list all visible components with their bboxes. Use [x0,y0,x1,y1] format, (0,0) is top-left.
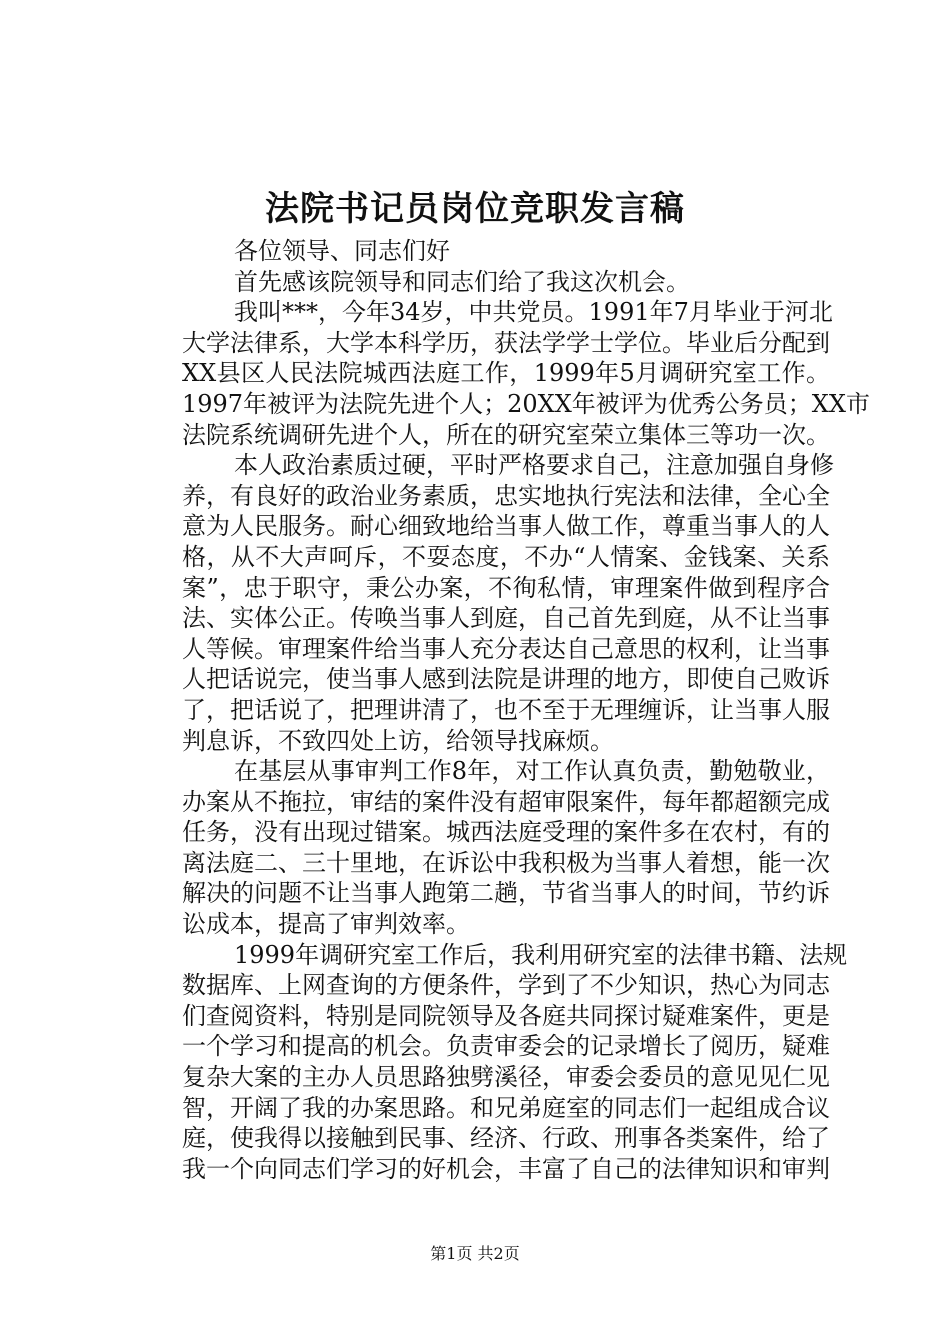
paragraph-line: XX县区人民法院城西法庭工作，1999年5月调研究室工作。 [182,359,830,388]
document-body [130,236,870,1184]
body-paragraph [130,940,848,1185]
paragraph-line: 复杂大案的主办人员思路独劈溪径，审委会委员的意见见仁见 [182,1063,830,1092]
paragraph-line: 在基层从事审判工作8年，对工作认真负责，勤勉敬业， [234,757,830,786]
paragraph-line: 解决的问题不让当事人跑第二趟，节省当事人的时间，节约诉 [182,879,830,908]
document-title: 法院书记员岗位竞职发言稿 [265,189,685,229]
paragraph-line: 意为人民服务。耐心细致地给当事人做工作，尊重当事人的人 [182,512,830,541]
body-paragraph [130,236,830,267]
paragraph-line: 各位领导、同志们好 [234,237,450,265]
paragraph-line: 案”，忠于职守，秉公办案，不徇私情，审理案件做到程序合 [182,573,830,602]
paragraph-line: 首先感该院领导和同志们给了我这次机会。 [234,267,690,296]
page-footer: 第1页 共2页 [430,1244,520,1263]
paragraph-line: 离法庭二、三十里地，在诉讼中我积极为当事人着想，能一次 [182,848,830,877]
paragraph-line: 法院系统调研先进个人，所在的研究室荣立集体三等功一次。 [182,420,830,449]
body-paragraph [130,297,870,450]
paragraph-line: 我叫***，今年34岁，中共党员。1991年7月毕业于河北 [234,298,833,327]
paragraph-line: 我一个向同志们学习的好机会，丰富了自己的法律知识和审判 [182,1154,830,1183]
paragraph-line: 判息诉，不致四处上访，给领导找麻烦。 [182,726,614,755]
paragraph-line: 一个学习和提高的机会。负责审委会的记录增长了阅历，疑难 [182,1032,830,1061]
paragraph-line: 讼成本，提高了审判效率。 [182,910,470,939]
body-paragraph [130,267,830,298]
paragraph-line: 本人政治素质过硬，平时严格要求自己，注意加强自身修 [234,451,834,480]
body-paragraph [130,450,834,756]
paragraph-line: 大学法律系，大学本科学历，获法学学士学位。毕业后分配到 [182,328,830,357]
paragraph-line: 格，从不大声呵斥，不耍态度，不办“人情案、金钱案、关系 [182,542,830,571]
paragraph-line: 庭，使我得以接触到民事、经济、行政、刑事各类案件，给了 [182,1124,830,1153]
paragraph-line: 数据库、上网查询的方便条件，学到了不少知识，热心为同志 [182,971,830,1000]
paragraph-line: 1999年调研究室工作后，我利用研究室的法律书籍、法规 [234,940,848,969]
paragraph-line: 了，把话说了，把理讲清了，也不至于无理缠诉，让当事人服 [182,695,830,724]
paragraph-line: 人把话说完，使当事人感到法院是讲理的地方，即使自己败诉 [182,665,830,694]
paragraph-line: 养，有良好的政治业务素质，忠实地执行宪法和法律，全心全 [182,481,830,510]
paragraph-line: 人等候。审理案件给当事人充分表达自己意思的权利，让当事 [182,634,830,663]
paragraph-line: 智，开阔了我的办案思路。和兄弟庭室的同志们一起组成合议 [182,1093,830,1122]
paragraph-line: 法、实体公正。传唤当事人到庭，自己首先到庭，从不让当事 [182,604,830,633]
paragraph-line: 1997年被评为法院先进个人；20XX年被评为优秀公务员；XX市 [182,389,870,418]
body-paragraph [130,756,830,940]
paragraph-line: 们查阅资料，特别是同院领导及各庭共同探讨疑难案件，更是 [182,1001,830,1030]
paragraph-line: 办案从不拖拉，审结的案件没有超审限案件，每年都超额完成 [182,787,830,816]
paragraph-line: 任务，没有出现过错案。城西法庭受理的案件多在农村，有的 [182,818,830,847]
